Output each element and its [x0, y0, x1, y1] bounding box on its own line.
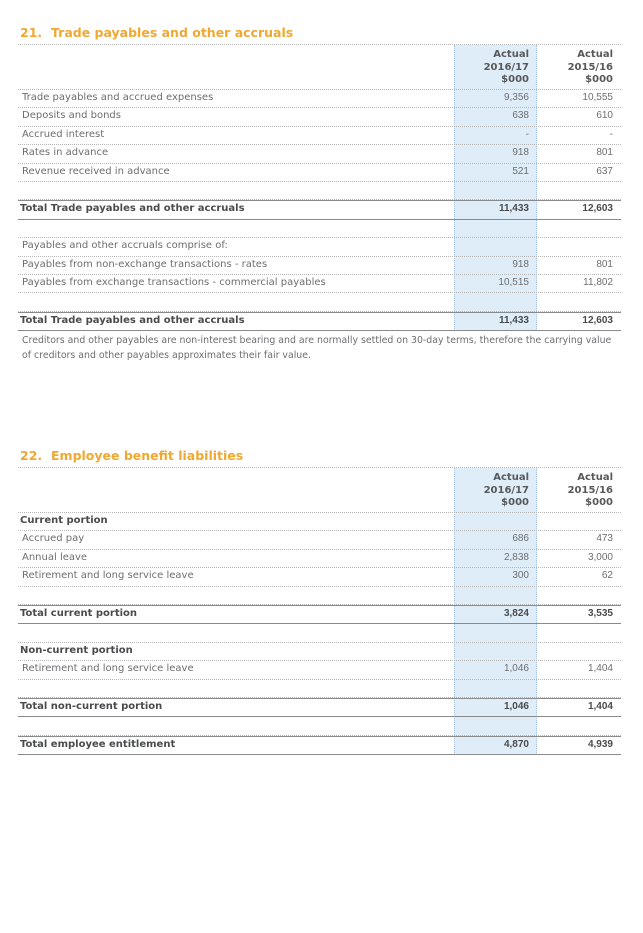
section-number: 22. [20, 448, 43, 463]
table-row [18, 164, 621, 182]
spacer-row [18, 624, 621, 642]
header-prior-year [535, 49, 613, 87]
value-2015-16: 4,939 [587, 738, 613, 750]
total-row [18, 698, 621, 717]
section-title-text: Employee benefit liabilities [51, 448, 244, 463]
row-label: Payables and other accruals comprise of: [22, 240, 228, 252]
value-2015-16: - [609, 128, 613, 140]
value-2015-16: 473 [596, 533, 613, 545]
row-label: Rates in advance [22, 147, 109, 159]
table-row [18, 90, 621, 108]
row-label: Revenue received in advance [22, 165, 170, 177]
row-label: Total employee entitlement [20, 738, 176, 750]
spacer-row [18, 182, 621, 200]
section-title-text: Trade payables and other accruals [51, 25, 294, 40]
value-2015-16: 62 [601, 570, 613, 582]
row-label: Annual leave [22, 551, 88, 563]
header-current-year [454, 472, 529, 510]
value-2016-17: 1,046 [503, 663, 529, 675]
row-label: Total non-current portion [20, 700, 163, 712]
header-prior-year [535, 472, 613, 510]
total-row [18, 200, 621, 219]
header-label: Actual [577, 472, 613, 483]
header-unit: $000 [585, 497, 613, 508]
row-label: Deposits and bonds [22, 110, 121, 122]
table-row [18, 531, 621, 549]
value-2015-16: 801 [596, 147, 613, 159]
row-label: Payables from exchange transactions - commercial payables [22, 276, 326, 288]
spacer-row [18, 680, 621, 698]
header-label: Actual [493, 472, 529, 483]
table-row [18, 275, 621, 293]
employee-benefits-table [18, 468, 621, 755]
table-body [18, 90, 621, 331]
row-label: Retirement and long service leave [22, 663, 194, 675]
value-2016-17: 521 [512, 165, 529, 177]
table-row [18, 238, 621, 256]
header-year: 2015/16 [567, 484, 613, 496]
value-2016-17: 638 [512, 110, 529, 122]
section-number: 21. [20, 25, 43, 40]
row-label: Payables from non-exchange transactions - rates [22, 258, 268, 270]
table-row [18, 568, 621, 586]
value-2016-17: 300 [512, 570, 529, 582]
table-row [18, 127, 621, 145]
header-year: 2016/17 [483, 484, 529, 496]
header-unit: $000 [501, 74, 529, 85]
table-row [18, 661, 621, 679]
table-row [18, 257, 621, 275]
value-2015-16: 11,802 [583, 276, 613, 288]
value-2016-17: 11,433 [498, 314, 529, 326]
value-2016-17: 918 [512, 147, 529, 159]
total-row [18, 312, 621, 331]
spacer-row [18, 293, 621, 311]
value-2015-16: 1,404 [587, 663, 613, 675]
section-21-heading [20, 25, 293, 40]
value-2015-16: 1,404 [587, 700, 613, 712]
table-row [18, 513, 621, 531]
row-label: Current portion [20, 515, 108, 526]
table-row [18, 643, 621, 661]
total-row [18, 736, 621, 755]
table-body [18, 513, 621, 755]
value-2016-17: 2,838 [503, 551, 529, 563]
value-2015-16: 637 [596, 165, 613, 177]
header-year: 2015/16 [567, 61, 613, 73]
value-2016-17: 10,515 [498, 276, 529, 288]
value-2016-17: - [525, 128, 529, 140]
value-2016-17: 1,046 [503, 700, 529, 712]
value-2015-16: 3,535 [587, 607, 613, 619]
table-row [18, 108, 621, 126]
row-label: Total Trade payables and other accruals [20, 203, 245, 215]
payables-note: Creditors and other payables are non-interest bearing and are normally settled on 30-day terms, therefore the carrying value of creditors and other payables approximates their fair value. [22, 335, 612, 361]
value-2015-16: 801 [596, 258, 613, 270]
table-row [18, 550, 621, 568]
header-year: 2016/17 [483, 61, 529, 73]
value-2015-16: 10,555 [582, 92, 613, 103]
value-2016-17: 3,824 [503, 607, 529, 619]
row-label: Retirement and long service leave [22, 570, 194, 582]
table-row [18, 145, 621, 163]
row-label: Total Trade payables and other accruals [20, 314, 245, 326]
row-label: Trade payables and accrued expenses [22, 92, 214, 103]
total-row [18, 605, 621, 624]
row-label: Non-current portion [20, 644, 133, 656]
table-header [18, 45, 621, 90]
row-label: Accrued pay [22, 533, 85, 545]
trade-payables-table [18, 45, 621, 331]
value-2015-16: 12,603 [582, 203, 613, 215]
header-unit: $000 [585, 74, 613, 85]
value-2016-17: 4,870 [503, 738, 529, 750]
row-label: Accrued interest [22, 128, 105, 140]
table-header [18, 468, 621, 513]
value-2016-17: 9,356 [503, 92, 529, 103]
section-22-heading [20, 448, 243, 463]
header-label: Actual [577, 49, 613, 60]
value-2016-17: 686 [512, 533, 529, 545]
value-2015-16: 3,000 [587, 551, 613, 563]
header-label: Actual [493, 49, 529, 60]
spacer-row [18, 220, 621, 238]
spacer-row [18, 717, 621, 735]
value-2016-17: 918 [512, 258, 529, 270]
value-2016-17: 11,433 [498, 203, 529, 215]
value-2015-16: 610 [596, 110, 613, 122]
spacer-row [18, 587, 621, 605]
header-current-year [454, 49, 529, 87]
value-2015-16: 12,603 [582, 314, 613, 326]
header-unit: $000 [501, 497, 529, 508]
row-label: Total current portion [20, 607, 138, 619]
